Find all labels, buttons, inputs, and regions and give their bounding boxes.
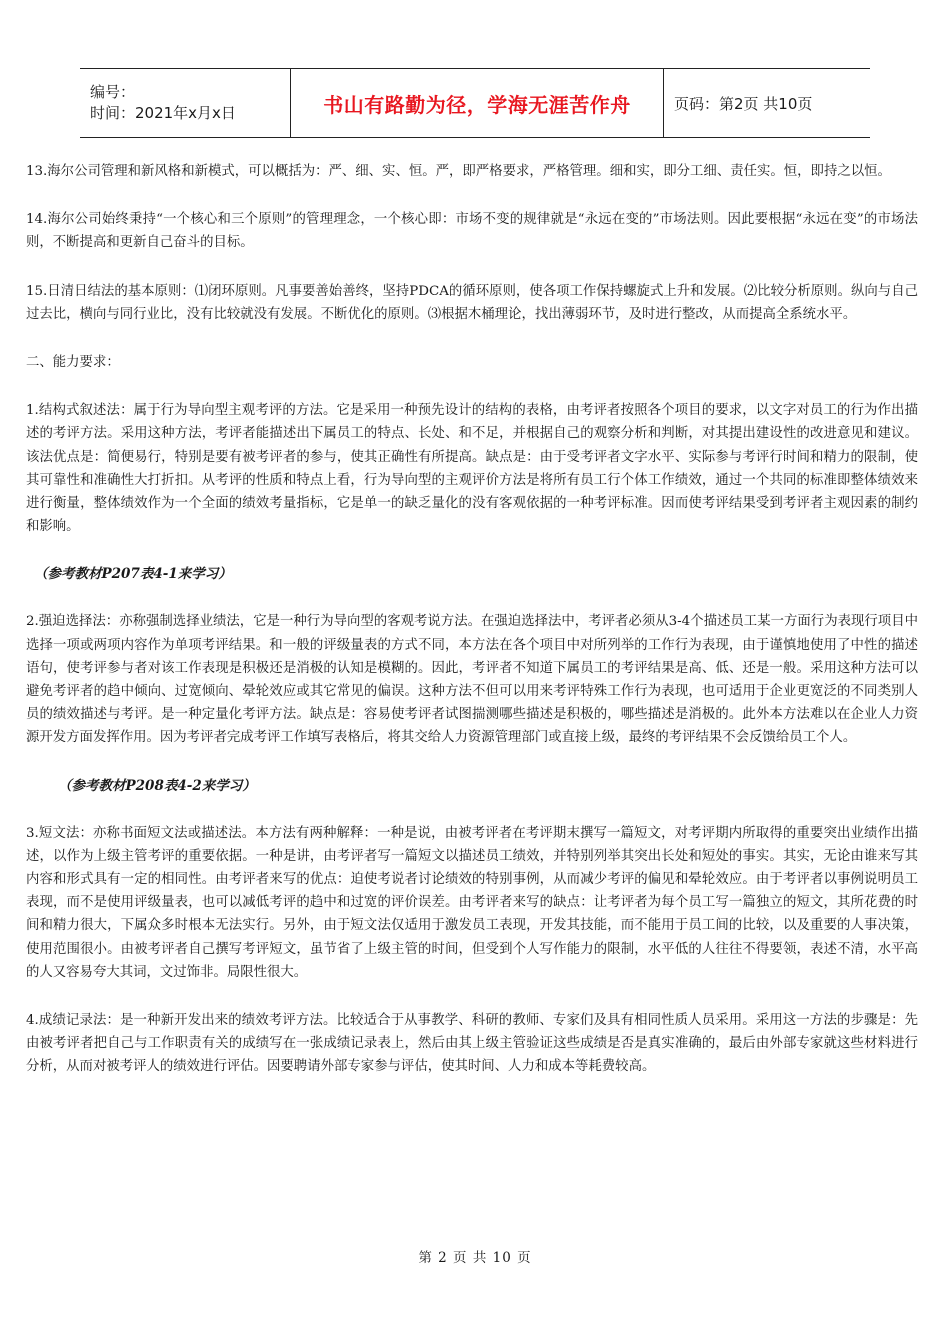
- document-body: [26, 160, 918, 1104]
- header-motto: 书山有路勤为径，学海无涯苦作舟: [323, 92, 631, 117]
- paragraph-forced-choice: 2.强迫选择法：亦称强制选择业绩法，它是一种行为导向型的客观考说方法。在强迫选择法中，考评者必须从3-4个描述员工某一方面行为表现行项目中选择一项或两项内容作为单项考评结果。和一般的评级量表的方式不同，本方法在各个项目中对所列举的工作行为表现，由于谨慎地使用了中性的描述语句，使考评参与者对该工作表现是积极还是消极的认知是模糊的。因此，考评者不知道下属员工的考评结果是高、低、还是一般。采用这种方法可以避免考评者的趋中倾向、过宽倾向、晕轮效应或其它常见的偏误。这种方法不但可以用来考评特殊工作行为表现，也可适用于企业更宽泛的不同类别人员的绩效描述与考评。是一种定量化考评方法。缺点是：容易使考评者试图揣测哪些描述是积极的，哪些描述是消极的。此外本方法难以在企业人力资源开发方面发挥作用。因为考评者完成考评工作填写表格后，将其交给人力资源管理部门或直接上级，最终的考评结果不会反馈给员工个人。: [26, 614, 918, 746]
- reference-note-2: （参考教材P208表4-2来学习）: [58, 777, 256, 794]
- page-footer: 第 2 页 共 10 页: [418, 1250, 532, 1266]
- paragraph-14: 14.海尔公司始终秉持“一个核心和三个原则”的管理理念，一个核心即：市场不变的规律就是“永远在变的”市场法则。因此要根据“永远在变”的市场法则，不断提高和更新自己奋斗的目标。: [26, 212, 918, 251]
- paragraph-13: 13.海尔公司管理和新风格和新模式，可以概括为：严、细、实、恒。严，即严格要求，严格管理。细和实，即分工细、责任实。恒，即持之以恒。: [26, 164, 891, 179]
- document-number-label: 编号：: [90, 83, 136, 101]
- header-page-cell: [664, 69, 870, 137]
- header-meta: [80, 69, 291, 137]
- header-motto-cell: [291, 69, 664, 137]
- paragraph-15: 15.日清日结法的基本原则：⑴闭环原则。凡事要善始善终，坚持PDCA的循环原则，使各项工作保持螺旋式上升和发展。⑵比较分析原则。纵向与自己过去比，横向与同行业比，没有比较就没有发展。不断优化的原则。⑶根据木桶理论，找出薄弱环节，及时进行整改，从而提高全系统水平。: [26, 283, 918, 322]
- section-heading-ability: 二、能力要求：: [26, 355, 120, 371]
- paragraph-record-method: 4.成绩记录法：是一种新开发出来的绩效考评方法。比较适合于从事教学、科研的教师、专家们及具有相同性质人员采用。采用这一方法的步骤是：先由被考评者把自己与工作职责有关的成绩写在一张成绩记录表上，然后由其上级主管验证这些成绩是否是真实准确的，最后由外部专家就这些材料进行分析，从而对被考评人的绩效进行评估。因要聘请外部专家参与评估，使其时间、人力和成本等耗费较高。: [26, 1013, 918, 1075]
- paragraph-structured-narrative: 1.结构式叙述法：属于行为导向型主观考评的方法。它是采用一种预先设计的结构的表格，由考评者按照各个项目的要求，以文字对员工的行为作出描述的考评方法。采用这种方法，考评者能描述出下属员工的特点、长处、和不足，并根据自己的观察分析和判断，对其提出建设性的改进意见和建议。该法优点是：简便易行，特别是要有被考评者的参与，使其正确性有所提高。缺点是：由于受考评者文字水平、实际参与考评行时间和精力的限制，使其可靠性和准确性大打折扣。从考评的性质和特点上看，行为导向型的主观评价方法是将所有员工行个体工作绩效，通过一个共同的标准即整体绩效来进行衡量，整体绩效作为一个全面的绩效考量指标，它是单一的缺乏量化的没有客观依据的一种考评标准。因而使考评结果受到考评者主观因素的制约和影响。: [26, 403, 918, 535]
- reference-note-1: （参考教材P207表4-1来学习）: [34, 566, 232, 583]
- document-time-label: 时间：2021年x月x日: [90, 104, 236, 122]
- document-header: [80, 68, 870, 138]
- header-page-label: 页码：第2页 共10页: [674, 94, 813, 113]
- paragraph-essay-method: 3.短文法：亦称书面短文法或描述法。本方法有两种解释：一种是说，由被考评者在考评期末撰写一篇短文，对考评期内所取得的重要突出业绩作出描述，以作为上级主管考评的重要依据。一种是讲，由考评者写一篇短文以描述员工绩效，并特别列举其突出长处和短处的事实。其实，无论由谁来写其内容和形式具有一定的相同性。由考评者来写的优点：迫使考说者讨论绩效的特别事例，从而减少考评的偏见和晕轮效应。由于考评者以事例说明员工表现，而不是使用评级量表，也可以减低考评的趋中和过宽的评价误差。由考评者来写的缺点：让考评者为每个员工写一篇独立的短文，其所花费的时间和精力很大，下属众多时根本无法实行。另外，由于短文法仅适用于激发员工表现，开发其技能，而不能用于员工间的比较，以及重要的人事决策，使用范围很小。由被考评者自己撰写考评短文，虽节省了上级主管的时间，但受到个人写作能力的限制，水平低的人往往不得要领，表述不清，水平高的人又容易夸大其词，文过饰非。局限性很大。: [26, 825, 918, 980]
